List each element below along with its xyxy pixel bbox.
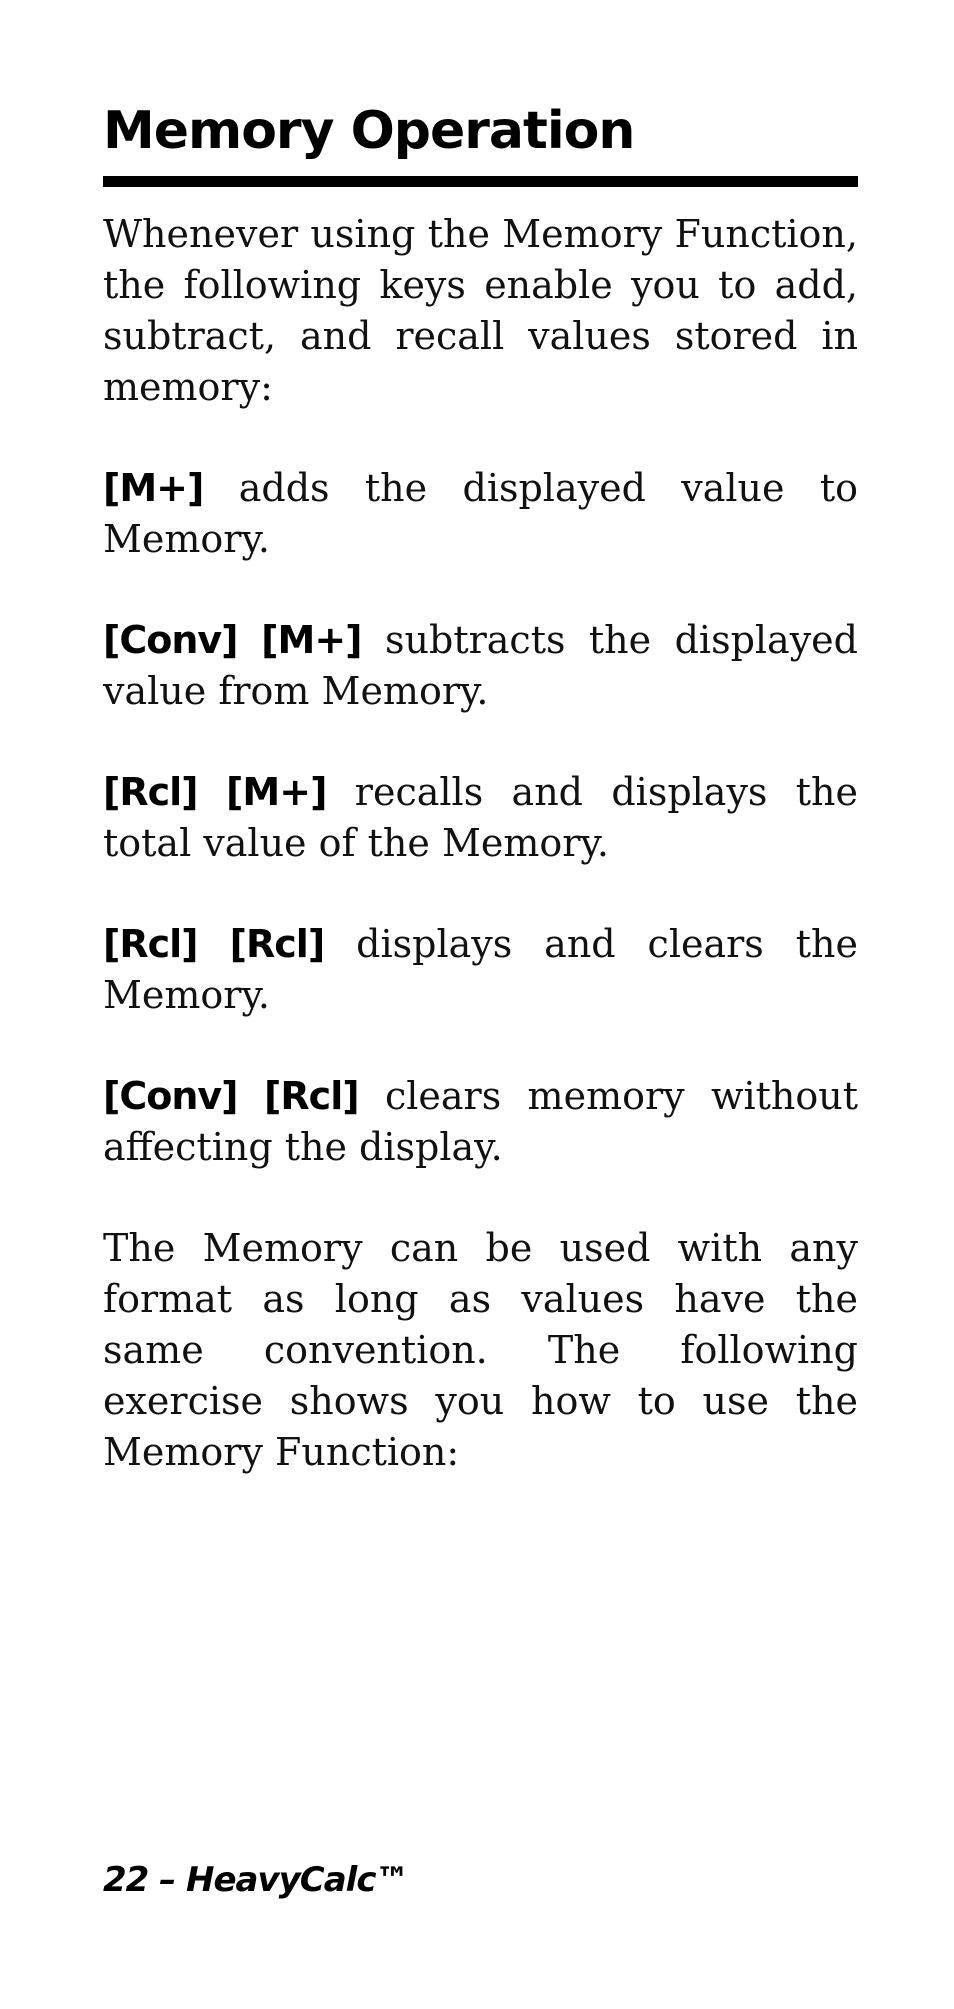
- key-combo: [Conv] [Rcl]: [103, 1074, 359, 1118]
- memory-key-item-subtract: [103, 615, 858, 717]
- memory-key-item-clear: [103, 1071, 858, 1173]
- memory-key-item-add: [103, 463, 858, 565]
- key-combo: [Conv] [M+]: [103, 618, 362, 662]
- key-combo: [Rcl] [Rcl]: [103, 922, 325, 966]
- section-heading: Memory Operation: [103, 101, 635, 161]
- page-footer: 22 – HeavyCalc™: [103, 1860, 409, 1900]
- key-description: subtracts the displayed value from Memory.: [103, 618, 858, 713]
- key-description: adds the displayed value to Memory.: [103, 466, 858, 561]
- key-combo: [Rcl] [M+]: [103, 770, 327, 814]
- page-content: [103, 98, 858, 1478]
- heading-rule: [103, 176, 858, 187]
- memory-key-item-recall: [103, 767, 858, 869]
- memory-key-item-display-clear: [103, 919, 858, 1021]
- key-combo: [M+]: [103, 466, 204, 510]
- key-description: displays and clears the Memory.: [103, 922, 858, 1017]
- key-description: recalls and displays the total value of the Memory.: [103, 770, 858, 865]
- key-description: clears memory without affecting the display.: [103, 1074, 858, 1169]
- closing-paragraph: The Memory can be used with any format as long as values have the same convention. The following exercise shows you how to use the Memory Function:: [103, 1226, 858, 1474]
- intro-paragraph: Whenever using the Memory Function, the following keys enable you to add, subtract, and recall values stored in memory:: [103, 212, 858, 409]
